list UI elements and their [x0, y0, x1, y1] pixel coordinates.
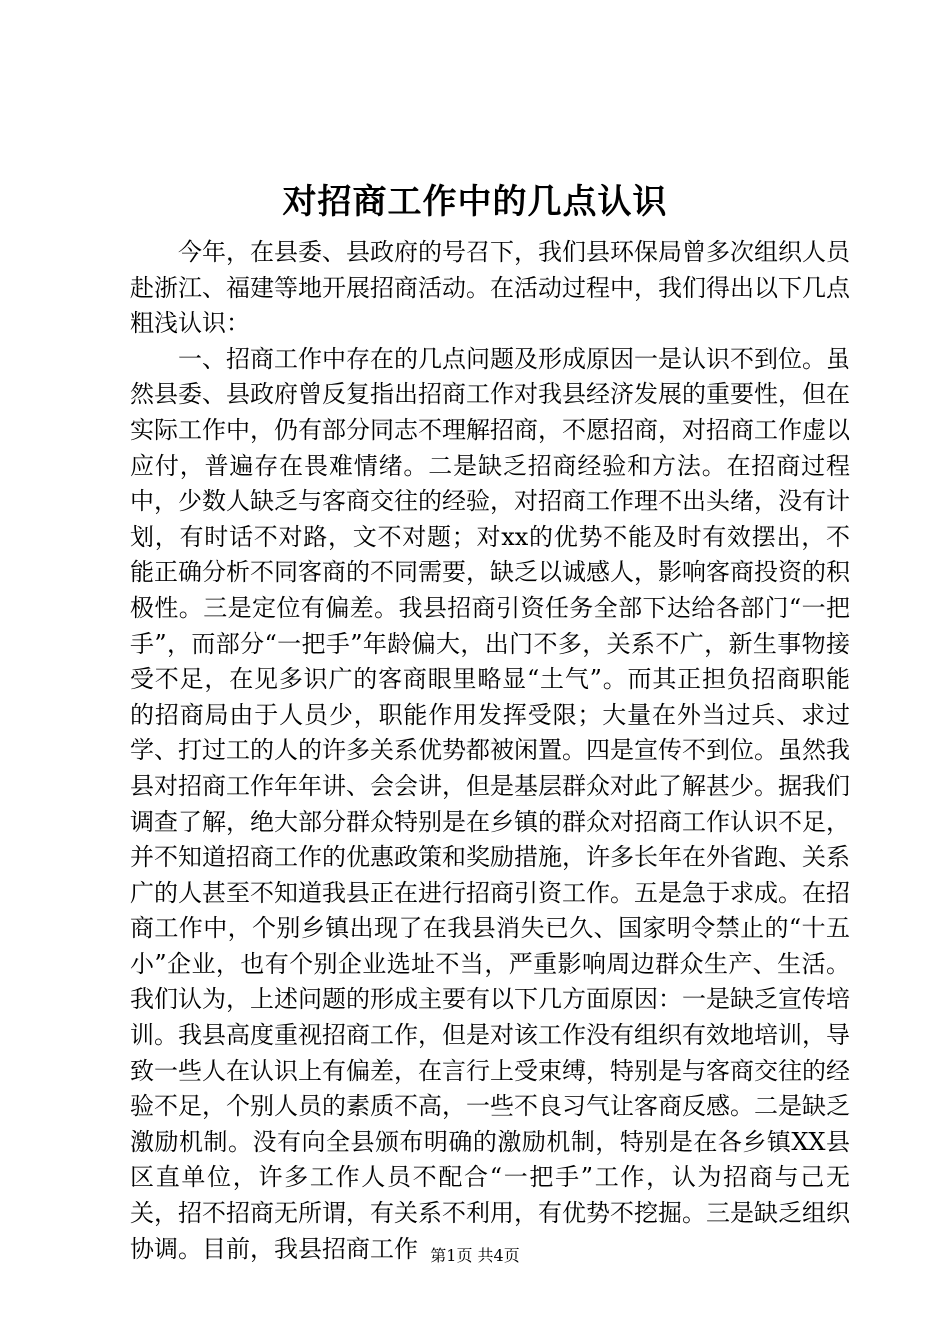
paragraph-intro: 今年，在县委、县政府的号召下，我们县环保局曾多次组织人员赴浙江、福建等地开展招商活动。在活动过程中，我们得出以下几点粗浅认识：: [130, 238, 850, 338]
page-footer: 第1页 共4页: [430, 1246, 520, 1265]
document-body: [130, 235, 850, 1267]
paragraph-problems: 一、招商工作中存在的几点问题及形成原因一是认识不到位。虽然县委、县政府曾反复指出招商工作对我县经济发展的重要性，但在实际工作中，仍有部分同志不理解招商，不愿招商，对招商工作虚以应付，普遍存在畏难情绪。二是缺乏招商经验和方法。在招商过程中，少数人缺乏与客商交往的经验，对招商工作理不出头绪，没有计划，有时话不对路，文不对题；对xx的优势不能及时有效摆出，不能正确分析不同客商的不同需要，缺乏以诚感人，影响客商投资的积极性。三是定位有偏差。我县招商引资任务全部下达给各部门“一把手”，而部分“一把手”年龄偏大，出门不多，关系不广，新生事物接受不足，在见多识广的客商眼里略显“土气”。而其正担负招商职能的招商局由于人员少，职能作用发挥受限；大量在外当过兵、求过学、打过工的人的许多关系优势都被闲置。四是宣传不到位。虽然我县对招商工作年年讲、会会讲，但是基层群众对此了解甚少。据我们调查了解，绝大部分群众特别是在乡镇的群众对招商工作认识不足，并不知道招商工作的优惠政策和奖励措施，许多长年在外省跑、关系广的人甚至不知道我县正在进行招商引资工作。五是急于求成。在招商工作中，个别乡镇出现了在我县消失已久、国家明令禁止的“十五小”企业，也有个别企业选址不当，严重影响周边群众生产、生活。我们认为，上述问题的形成主要有以下几方面原因：一是缺乏宣传培训。我县高度重视招商工作，但是对该工作没有组织有效地培训，导致一些人在认识上有偏差，在言行上受束缚，特别是与客商交往的经验不足，个别人员的素质不高，一些不良习气让客商反感。二是缺乏激励机制。没有向全县颁布明确的激励机制，特别是在各乡镇XX县区直单位，许多工作人员不配合“一把手”工作，认为招商与己无关，招不招商无所谓，有关系不利用，有优势不挖掘。三是缺乏组织协调。目前，我县招商工作: [130, 344, 850, 1263]
document-title: 对招商工作中的几点认识: [282, 182, 668, 222]
